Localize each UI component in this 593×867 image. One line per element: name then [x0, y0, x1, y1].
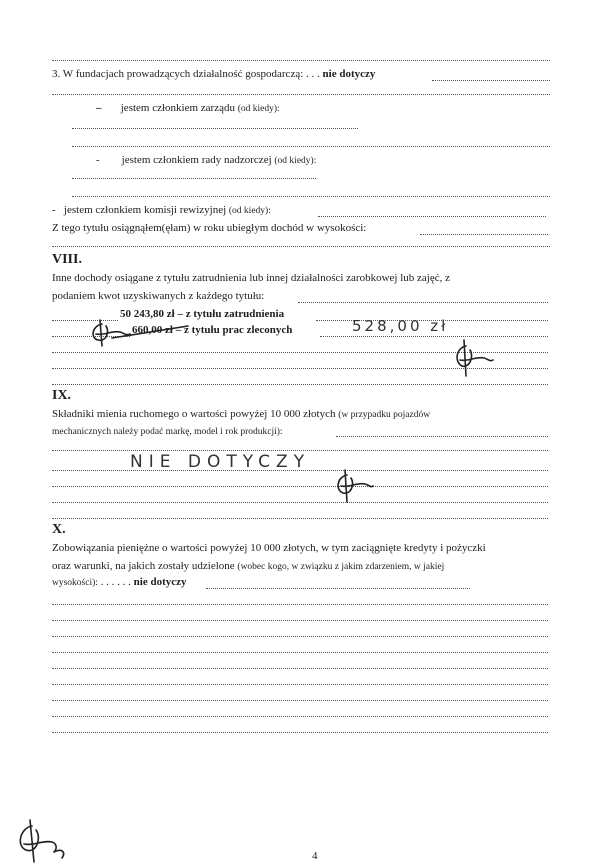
- income-line: [52, 222, 366, 235]
- dotted-line: [52, 604, 548, 605]
- q3-text: 3. W fundacjach prowadzących działalność gospodarczą: . . . nie dotyczy: [52, 68, 376, 80]
- initials-signature: [86, 318, 132, 348]
- section-viii-line2: podaniem kwot uzyskiwanych z każdego tytułu:: [52, 290, 265, 302]
- section-ix-line1-main: Składniki mienia ruchomego o wartości powyżej 10 000 złotych: [52, 408, 336, 420]
- dotted-line: [52, 732, 548, 733]
- dotted-line: [52, 486, 548, 487]
- dotted-line: [52, 518, 548, 519]
- audit-committee-line: - jestem członkiem komisji rewizyjnej (od kiedy):: [52, 204, 271, 216]
- dotted-line: [72, 128, 358, 129]
- dotted-line: [52, 502, 548, 503]
- dotted-line: [72, 196, 550, 197]
- initials-signature: [448, 338, 494, 378]
- dotted-line: [72, 178, 316, 179]
- section-x-line2-note: (wobec kogo, w związku z jakim zdarzeniem, w jakiej: [237, 562, 445, 572]
- handwritten-answer: NIE DOTYCZY: [130, 452, 311, 472]
- supervisory-board-label: jestem członkiem rady nadzorczej: [121, 154, 272, 166]
- supervisory-board-line: - jestem członkiem rady nadzorczej (od kiedy):: [96, 154, 317, 166]
- dotted-line: [52, 668, 548, 669]
- section-ix-line1: [52, 408, 430, 422]
- section-x-answer: nie dotyczy: [133, 576, 187, 588]
- dotted-line: [320, 336, 548, 337]
- audit-committee-note: (od kiedy):: [228, 206, 271, 216]
- management-board-label: jestem członkiem zarządu: [120, 102, 235, 114]
- dotted-line: [420, 234, 548, 235]
- section-x-line1: Zobowiązania pieniężne o wartości powyżej 10 000 złotych, w tym zaciągnięte kredyty i pożyczki: [52, 542, 486, 554]
- dotted-line: [52, 384, 548, 385]
- dotted-line: [52, 636, 548, 637]
- income-entry-contracts: 660,00 zł – z tytułu prac zleconych: [132, 324, 293, 336]
- section-x-line2-main: oraz warunki, na jakich zostały udzielone: [52, 560, 235, 572]
- management-board-note: (od kiedy):: [237, 104, 280, 114]
- dotted-line: [432, 80, 550, 81]
- dotted-line: [206, 588, 470, 589]
- q3-answer: nie dotyczy: [322, 68, 376, 80]
- dotted-line: [52, 684, 548, 685]
- dotted-line: [52, 94, 550, 95]
- section-ix-heading: IX.: [52, 388, 72, 403]
- management-board-line: – jestem członkiem zarządu (od kiedy):: [96, 102, 280, 114]
- dotted-line: [336, 436, 548, 437]
- section-x-line2: [52, 560, 444, 574]
- initials-signature: [330, 468, 374, 504]
- section-x-heading: X.: [52, 522, 66, 537]
- section-ix-line2: mechanicznych należy podać markę, model i rok produkcji):: [52, 427, 283, 437]
- section-ix-line1-note: (w przypadku pojazdów: [338, 410, 431, 420]
- dotted-line: [52, 60, 550, 61]
- dotted-line: [52, 716, 548, 717]
- income-label: Z tego tytułu osiągnąłem(ęłam) w roku ubiegłym dochód w wysokości:: [52, 222, 367, 234]
- dotted-line: [52, 246, 550, 247]
- section-x-line3: wysokości): . . . . . . nie dotyczy: [52, 576, 187, 588]
- dotted-line: [52, 620, 548, 621]
- dotted-line: [318, 216, 546, 217]
- page-number: 4: [312, 850, 318, 862]
- supervisory-board-note: (od kiedy):: [274, 156, 317, 166]
- audit-committee-label: jestem członkiem komisji rewizyjnej: [63, 204, 227, 216]
- handwritten-correction: 528,00 zł: [352, 317, 449, 335]
- dotted-line: [52, 700, 548, 701]
- dotted-line: [298, 302, 548, 303]
- dotted-line: [72, 146, 550, 147]
- section-viii-heading: VIII.: [52, 252, 82, 267]
- initials-signature: [12, 818, 70, 864]
- dotted-line: [52, 450, 548, 451]
- dotted-line: [52, 470, 548, 471]
- dotted-line: [52, 652, 548, 653]
- income-entry-employment: 50 243,80 zł – z tytułu zatrudnienia: [120, 308, 285, 320]
- section-x-line3-note: wysokości):: [52, 578, 98, 588]
- q3-label: 3. W fundacjach prowadzących działalność gospodarczą:: [52, 68, 304, 80]
- section-viii-line1: Inne dochody osiągane z tytułu zatrudnienia lub innej działalności zarobkowej lub zajęć, z: [52, 272, 450, 284]
